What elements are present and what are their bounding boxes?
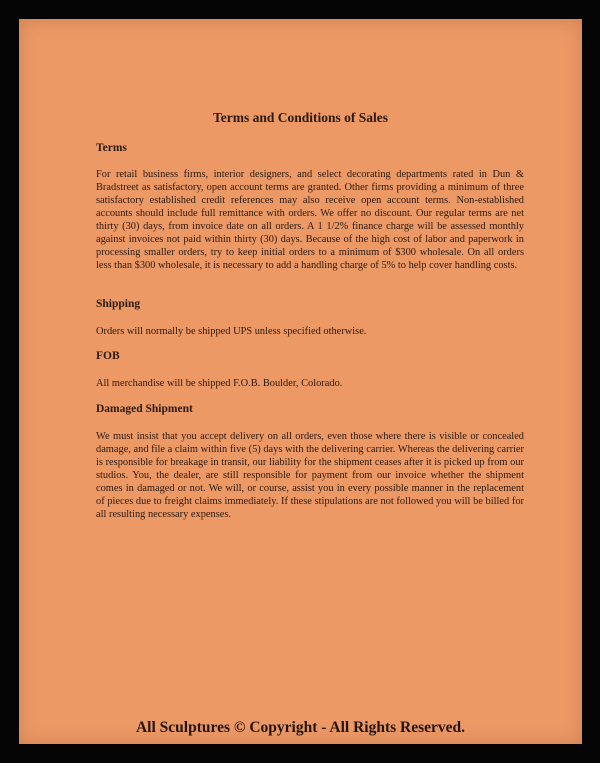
shipping-heading: Shipping — [96, 298, 141, 310]
fob-paragraph: All merchandise will be shipped F.O.B. Boulder, Colorado. — [96, 378, 343, 389]
fob-heading: FOB — [96, 350, 120, 362]
damaged-shipment-paragraph: We must insist that you accept delivery on all orders, even those where there is visible or concealed damage, and file a claim within five (5) days with the delivering carrier. Whereas the delivering carrier is responsible for breakage in transit, our liability for the shipment ceases after it is picked up from our studios. You, the dealer, are still responsible for payment from our invoice whether the shipment comes in damaged or not. We will, or course, assist you in every possible manner in the replacement of pieces due to freight claims immediately. If these stipulations are not followed you will be billed for all resulting necessary expenses. — [96, 431, 524, 520]
document-page — [19, 19, 582, 744]
shipping-paragraph: Orders will normally be shipped UPS unless specified otherwise. — [96, 326, 367, 337]
document-title: Terms and Conditions of Sales — [212, 110, 389, 125]
terms-paragraph: For retail business firms, interior designers, and select decorating departments rated in Dun & Bradstreet as satisfactory, open account terms are granted. Other firms providing a minimum of three satisfactory established credit references may also receive open account terms. Non-established accounts should include full remittance with orders. We offer no discount. Our regular terms are net thirty (30) days, from invoice date on all orders. A 1 1/2% finance charge will be assessed monthly against invoices not paid within thirty (30) days. Because of the high cost of labor and paperwork in processing smaller orders, try to keep initial orders to a minimum of $300 wholesale. On all orders less than $300 wholesale, it is necessary to add a handling charge of 5% to help cover handling costs. — [96, 169, 524, 271]
terms-heading: Terms — [96, 142, 127, 154]
damaged-shipment-heading: Damaged Shipment — [96, 403, 193, 415]
copyright-footer: All Sculptures © Copyright - All Rights Reserved. — [135, 719, 466, 736]
